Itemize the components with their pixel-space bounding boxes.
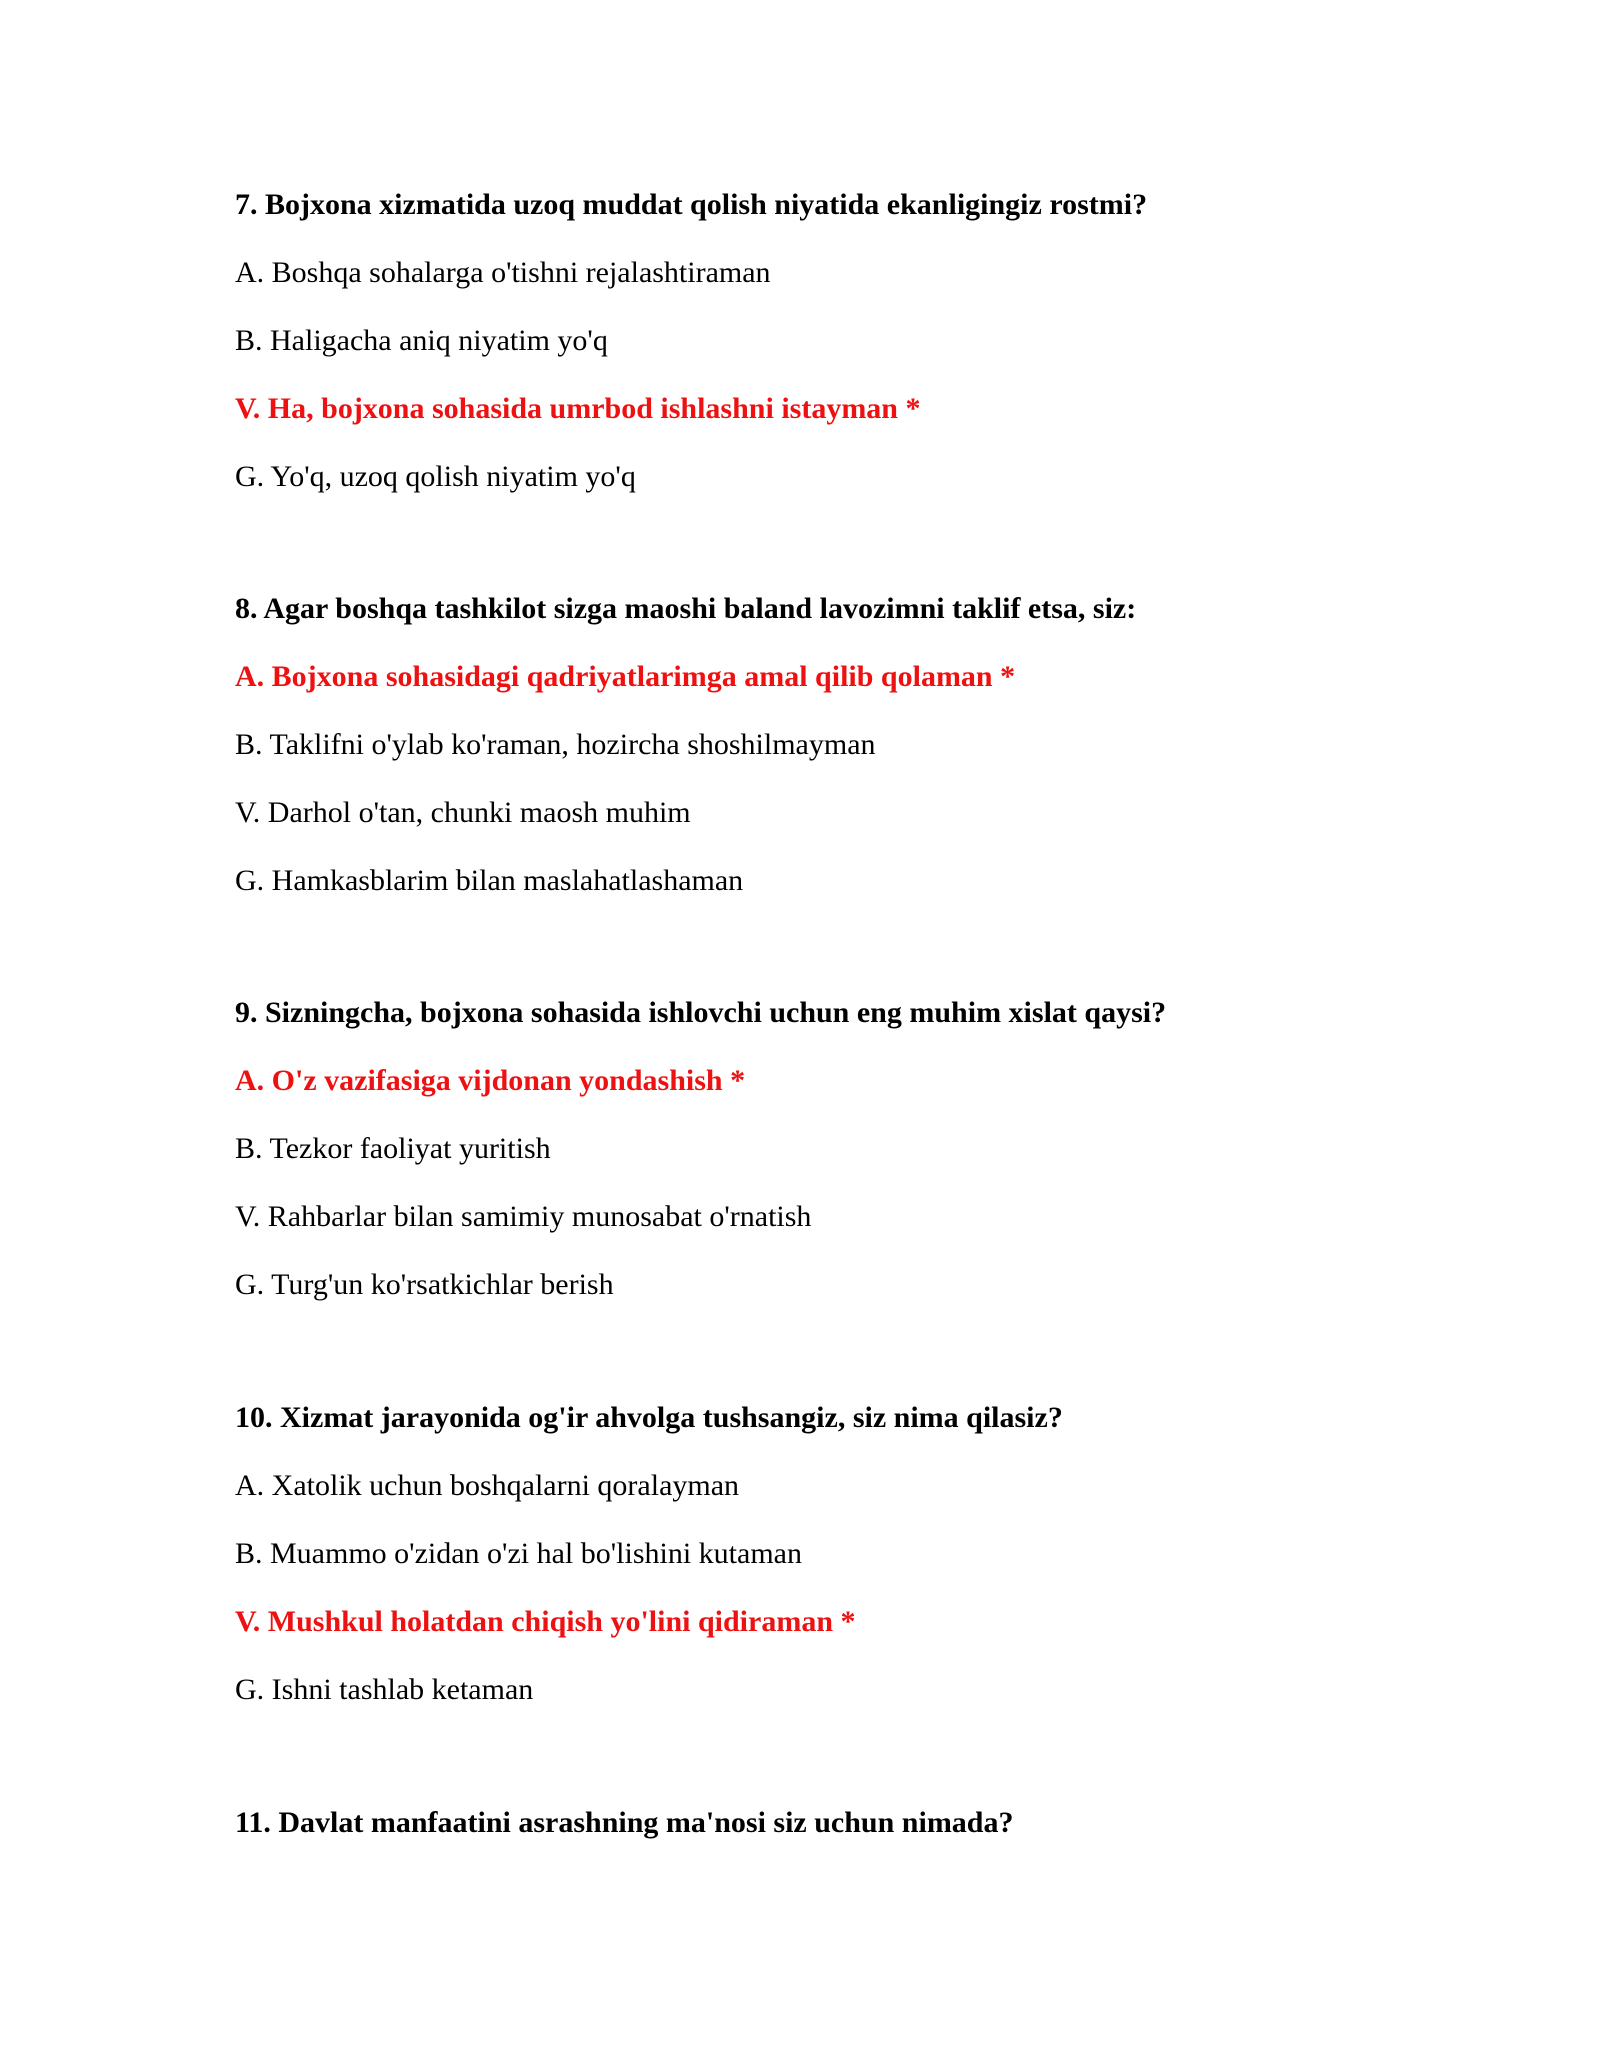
- answer-option: G. Yo'q, uzoq qolish niyatim yo'q: [235, 460, 636, 493]
- question-title: 11. Davlat manfaatini asrashning ma'nosi siz uchun nimada?: [235, 1806, 1014, 1839]
- answer-option: G. Hamkasblarim bilan maslahatlashaman: [235, 864, 744, 897]
- question-block-10: [235, 1400, 1435, 1740]
- answer-option: B. Taklifni o'ylab ko'raman, hozircha shoshilmayman: [235, 728, 876, 761]
- question-block-8: [235, 591, 1435, 931]
- answer-option: A. Boshqa sohalarga o'tishni rejalashtiraman: [235, 256, 771, 289]
- question-title: 7. Bojxona xizmatida uzoq muddat qolish niyatida ekanligingiz rostmi?: [235, 188, 1148, 221]
- answer-option: V. Rahbarlar bilan samimiy munosabat o'rnatish: [235, 1200, 812, 1233]
- question-title: 8. Agar boshqa tashkilot sizga maoshi baland lavozimni taklif etsa, siz:: [235, 592, 1137, 625]
- correct-answer-option: A. Bojxona sohasidagi qadriyatlarimga amal qilib qolaman *: [235, 660, 1016, 693]
- answer-option: B. Muammo o'zidan o'zi hal bo'lishini kutaman: [235, 1537, 802, 1570]
- answer-option: A. Xatolik uchun boshqalarni qoralayman: [235, 1469, 740, 1502]
- answer-option: G. Ishni tashlab ketaman: [235, 1673, 534, 1706]
- question-title: 10. Xizmat jarayonida og'ir ahvolga tushsangiz, siz nima qilasiz?: [235, 1401, 1063, 1434]
- answer-option: V. Darhol o'tan, chunki maosh muhim: [235, 796, 691, 829]
- answer-option: B. Haligacha aniq niyatim yo'q: [235, 324, 608, 357]
- correct-answer-option: V. Mushkul holatdan chiqish yo'lini qidiraman *: [235, 1605, 856, 1638]
- answer-option: G. Turg'un ko'rsatkichlar berish: [235, 1268, 614, 1301]
- correct-answer-option: V. Ha, bojxona sohasida umrbod ishlashni istayman *: [235, 392, 921, 425]
- answer-option: B. Tezkor faoliyat yuritish: [235, 1132, 551, 1165]
- question-block-7: [235, 187, 1435, 527]
- correct-answer-option: A. O'z vazifasiga vijdonan yondashish *: [235, 1064, 746, 1097]
- question-block-9: [235, 995, 1435, 1335]
- question-title: 9. Sizningcha, bojxona sohasida ishlovchi uchun eng muhim xislat qaysi?: [235, 996, 1167, 1029]
- question-block-11: [235, 1805, 1435, 1873]
